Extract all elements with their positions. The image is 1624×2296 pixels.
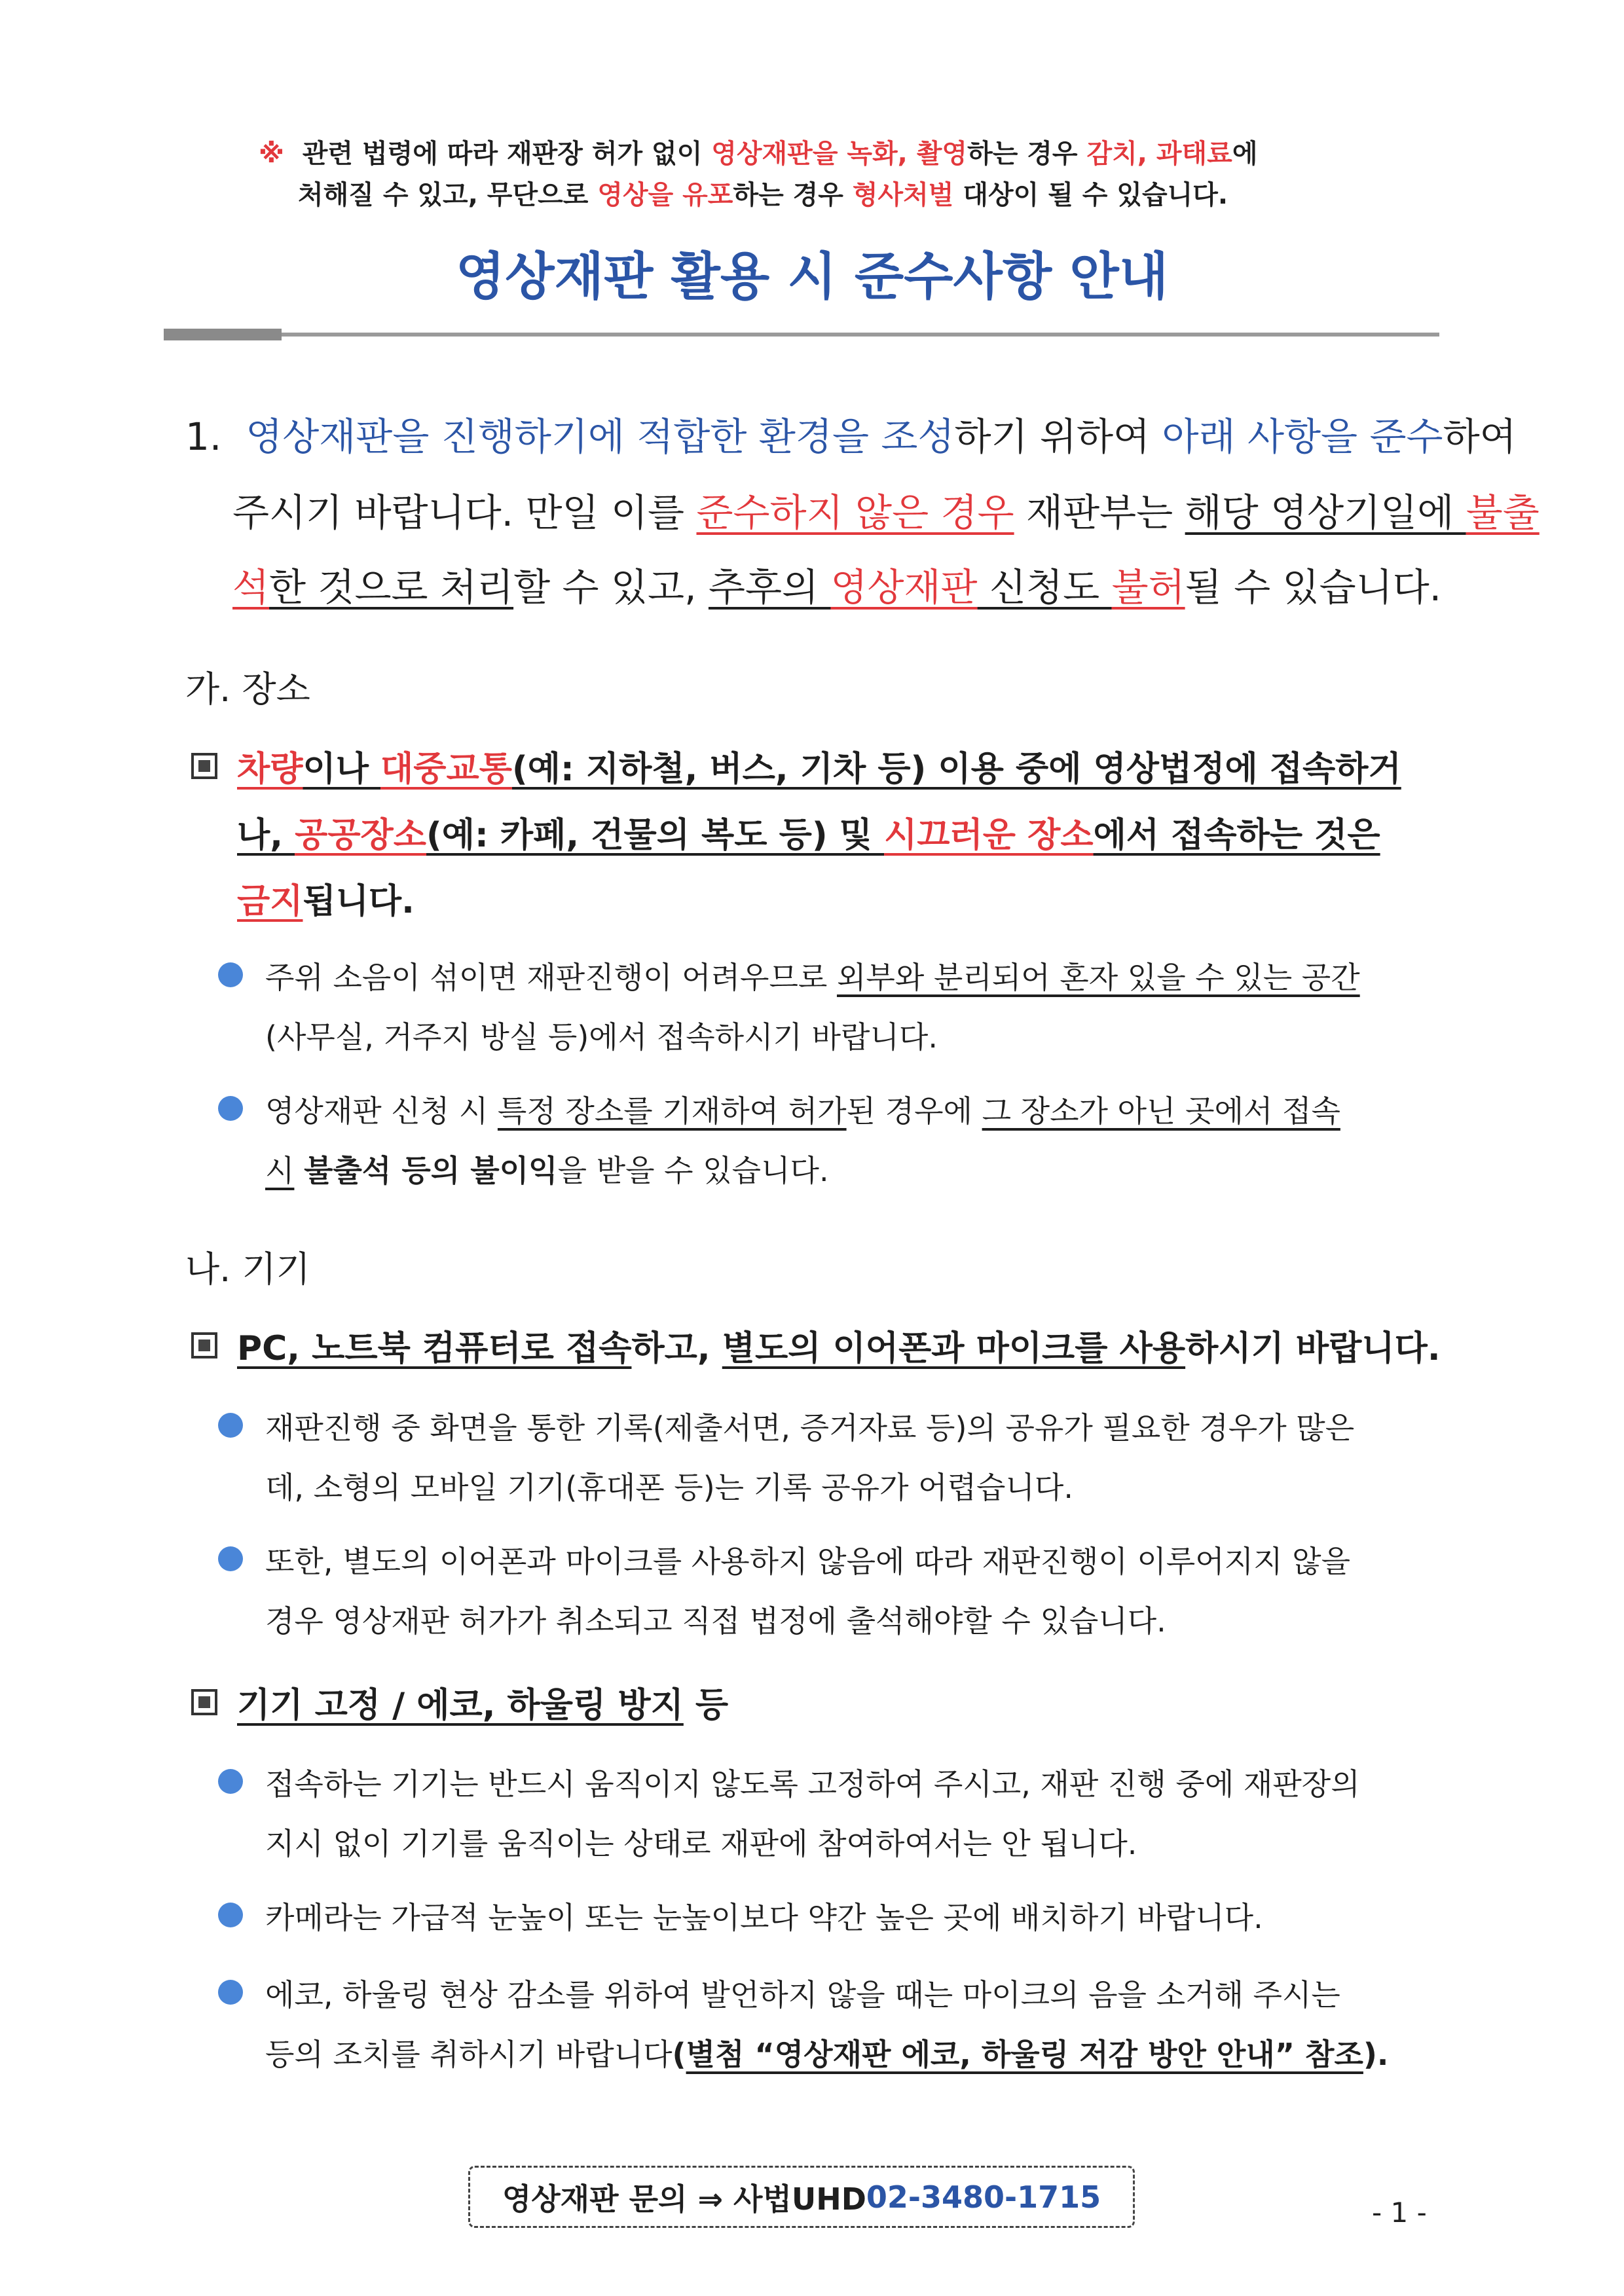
rule-highlight: 공공장소 bbox=[295, 816, 427, 855]
rule-text: 나, bbox=[237, 816, 295, 855]
warning-line-2 bbox=[298, 174, 1228, 211]
bullet-dot-icon bbox=[218, 1980, 243, 2005]
place-rule-line-2 bbox=[237, 807, 1380, 856]
bullet-bold: ). bbox=[1363, 2037, 1389, 2072]
rule-text: (예: 지하철, 버스, 기차 등) 이용 중에 영상법정에 접속하거 bbox=[511, 750, 1401, 789]
warning-line-1 bbox=[259, 133, 1257, 170]
checkbox-square-icon bbox=[191, 1689, 217, 1715]
device-bullet-2-line-1: 또한, 별도의 이어폰과 마이크를 사용하지 않음에 따라 재판진행이 이루어지지 않을 bbox=[265, 1544, 1351, 1579]
contact-box bbox=[468, 2166, 1135, 2228]
checkbox-square-icon bbox=[191, 753, 217, 779]
warning-mark: ※ bbox=[259, 139, 284, 169]
para-highlight: 불출 bbox=[1466, 490, 1540, 535]
device-bullet-1-line-1: 재판진행 중 화면을 통한 기록(제출서면, 증거자료 등)의 공유가 필요한 경우가 많은 bbox=[265, 1410, 1355, 1446]
rule-text: 별도의 이어폰과 마이크를 사용 bbox=[722, 1329, 1186, 1368]
bullet-dot-icon bbox=[218, 1413, 243, 1438]
place-bullet-2-line-1 bbox=[265, 1087, 1340, 1131]
place-rule-line-1 bbox=[237, 741, 1401, 790]
rule-text: (예: 카페, 건물의 복도 등) 및 bbox=[426, 816, 885, 855]
bullet-underline: 외부와 분리되어 혼자 있을 수 있는 공간 bbox=[836, 960, 1360, 995]
para-underline: 한 것으로 처리 bbox=[269, 565, 514, 610]
bullet-bold: ( bbox=[672, 2037, 686, 2072]
rule-text: 이나 bbox=[303, 750, 381, 789]
rule-text: 하시기 바랍니다. bbox=[1185, 1329, 1441, 1368]
warning-text: 처해질 수 있고, 무단으로 bbox=[298, 180, 598, 210]
place-bullet-1-line-1 bbox=[265, 954, 1360, 997]
section1-line-1 bbox=[185, 406, 1517, 461]
place-rule-line-3 bbox=[237, 873, 415, 922]
fixing-bullet-1-line-1: 접속하는 기기는 반드시 움직이지 않도록 고정하여 주시고, 재판 진행 중에 재판장의 bbox=[265, 1766, 1360, 1802]
contact-phone: 02-3480-1715 bbox=[866, 2179, 1101, 2215]
warning-text: 하는 경우 bbox=[733, 180, 853, 210]
place-bullet-1-line-2: (사무실, 거주지 방실 등)에서 접속하시기 바랍니다. bbox=[265, 1019, 938, 1055]
bullet-dot-icon bbox=[218, 1096, 243, 1121]
heading-device: 나. 기기 bbox=[185, 1248, 310, 1290]
bullet-underline: 특정 장소를 기재하여 허가 bbox=[497, 1093, 847, 1129]
bullet-text: 영상재판 신청 시 bbox=[265, 1093, 498, 1129]
page-number: - 1 - bbox=[1372, 2196, 1427, 2229]
bullet-dot-icon bbox=[218, 1903, 243, 1927]
para-text: 재판부는 bbox=[1014, 490, 1185, 535]
warning-text: 대상이 될 수 있습니다. bbox=[953, 180, 1228, 210]
fixing-bullet-2-line-1: 카메라는 가급적 눈높이 또는 눈높이보다 약간 높은 곳에 배치하기 바랍니다. bbox=[265, 1900, 1263, 1935]
bullet-underline: 그 장소가 아닌 곳에서 접속 bbox=[982, 1093, 1340, 1129]
bullet-reference: 별첨 “영상재판 에코, 하울링 저감 방안 안내” 참조 bbox=[686, 2037, 1363, 2072]
rule-text: 하고, bbox=[631, 1329, 722, 1368]
rule-highlight: 금지 bbox=[237, 882, 303, 921]
fixing-bullet-1-line-2: 지시 없이 기기를 움직이는 상태로 재판에 참여하여서는 안 됩니다. bbox=[265, 1826, 1137, 1861]
section1-line-2 bbox=[232, 482, 1540, 537]
warning-highlight: 감치, 과태료 bbox=[1086, 139, 1232, 169]
para-highlight: 석 bbox=[232, 565, 270, 610]
para-text: 하여 bbox=[1443, 414, 1517, 459]
para-highlight: 영상재판 bbox=[830, 565, 978, 610]
checkbox-square-icon bbox=[191, 1332, 217, 1358]
rule-text: PC, 노트북 컴퓨터로 접속 bbox=[237, 1329, 632, 1368]
para-text: 주시기 바랍니다. 만일 이를 bbox=[232, 490, 697, 535]
title-divider-line bbox=[282, 333, 1439, 337]
bullet-text: 주위 소음이 섞이면 재판진행이 어려우므로 bbox=[265, 960, 837, 995]
section-number: 1. bbox=[185, 414, 222, 459]
fixing-bullet-3-line-2 bbox=[265, 2031, 1388, 2074]
warning-highlight: 형사처벌 bbox=[852, 180, 954, 210]
rule-highlight: 대중교통 bbox=[380, 750, 512, 789]
bullet-dot-icon bbox=[218, 1546, 243, 1571]
para-underline: 신청도 bbox=[977, 565, 1112, 610]
bullet-text bbox=[294, 1153, 304, 1188]
device-bullet-2-line-2: 경우 영상재판 허가가 취소되고 직접 법정에 출석해야할 수 있습니다. bbox=[265, 1603, 1166, 1639]
warning-highlight: 영상을 유포 bbox=[597, 180, 733, 210]
place-bullet-2-line-2 bbox=[265, 1147, 829, 1190]
fixing-bullet-3-line-1: 에코, 하울링 현상 감소를 위하여 발언하지 않을 때는 마이크의 음을 소거해 주시는 bbox=[265, 1977, 1340, 2013]
bullet-text: 을 받을 수 있습니다. bbox=[557, 1153, 829, 1188]
page-title: 영상재판 활용 시 준수사항 안내 bbox=[455, 247, 1169, 306]
rule-text: 에서 접속하는 것은 bbox=[1093, 816, 1380, 855]
para-highlight: 불허 bbox=[1111, 565, 1185, 610]
para-text: 할 수 있고, bbox=[513, 565, 709, 610]
para-highlight: 영상재판을 진행하기에 적합한 환경을 조성 bbox=[246, 414, 955, 459]
warning-text: 하는 경우 bbox=[967, 139, 1087, 169]
rule-text: 등 bbox=[683, 1686, 729, 1725]
para-text: 하기 위하여 bbox=[954, 414, 1162, 459]
device-rule-line bbox=[237, 1321, 1441, 1370]
para-highlight: 준수하지 않은 경우 bbox=[696, 490, 1014, 535]
device-bullet-1-line-2: 데, 소형의 모바일 기기(휴대폰 등)는 기록 공유가 어렵습니다. bbox=[265, 1470, 1073, 1505]
contact-label: 영상재판 문의 ⇒ 사법UHD bbox=[502, 2181, 866, 2217]
para-highlight: 아래 사항을 준수 bbox=[1162, 414, 1443, 459]
para-underline: 추후의 bbox=[708, 565, 831, 610]
para-underline: 해당 영상기일에 bbox=[1185, 490, 1466, 535]
rule-highlight: 차량 bbox=[237, 750, 303, 789]
rule-highlight: 시끄러운 장소 bbox=[884, 816, 1094, 855]
fixing-rule-line bbox=[237, 1677, 728, 1726]
section1-line-3 bbox=[232, 556, 1441, 611]
bullet-bold: 불출석 등의 불이익 bbox=[304, 1153, 558, 1188]
bullet-underline: 시 bbox=[265, 1153, 295, 1188]
bullet-text: 된 경우에 bbox=[846, 1093, 982, 1129]
rule-text: 기기 고정 / 에코, 하울링 방지 bbox=[237, 1686, 684, 1725]
warning-highlight: 영상재판을 녹화, 촬영 bbox=[711, 139, 968, 169]
bullet-dot-icon bbox=[218, 962, 243, 987]
title-divider-thick bbox=[164, 329, 282, 340]
warning-text: 에 bbox=[1232, 139, 1258, 169]
bullet-text: 등의 조치를 취하시기 바랍니다 bbox=[265, 2037, 673, 2072]
para-text: 될 수 있습니다. bbox=[1185, 565, 1442, 610]
warning-text: 관련 법령에 따라 재판장 허가 없이 bbox=[302, 139, 712, 169]
bullet-dot-icon bbox=[218, 1769, 243, 1794]
heading-place: 가. 장소 bbox=[185, 668, 310, 710]
rule-text: 됩니다. bbox=[303, 882, 415, 921]
